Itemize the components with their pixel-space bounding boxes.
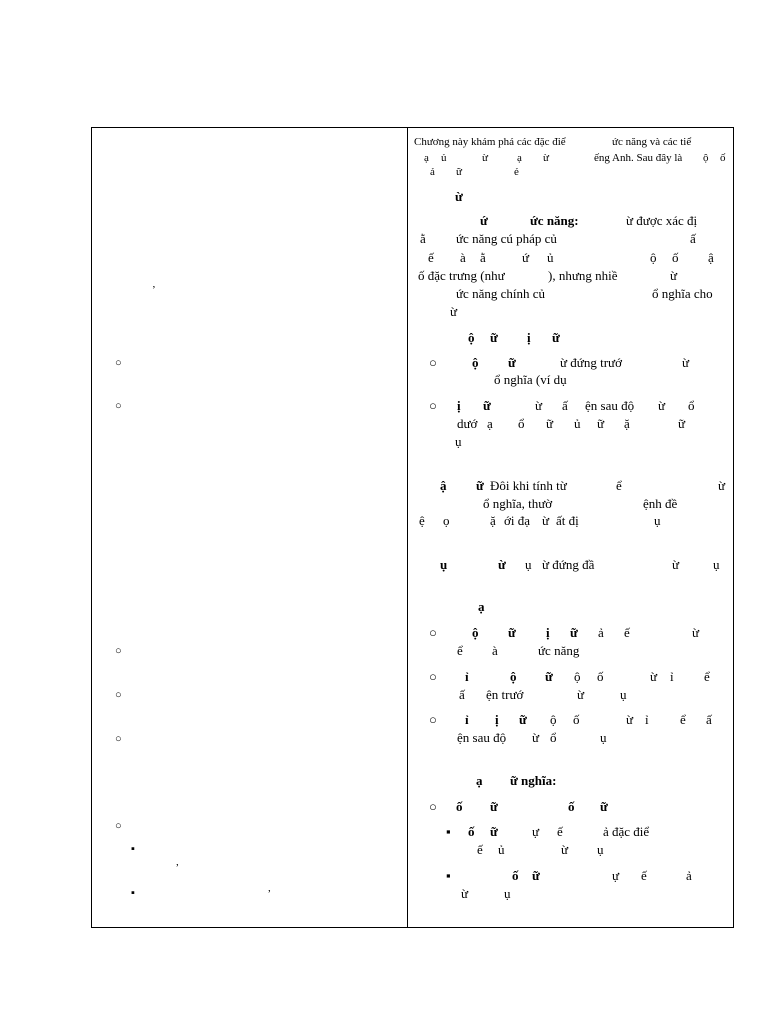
text-segment: ế [624,625,630,640]
text-segment: ặ [490,513,496,528]
text-segment: ữ [483,398,491,413]
text-segment: ức năng cú pháp củ [456,231,557,246]
text-segment: ạ [517,152,522,164]
text-segment: ộ [550,712,557,727]
text-segment: ủ [547,250,554,265]
list-bullet: ○ [115,820,122,832]
text-segment: ụ [620,687,627,702]
text-segment: ạ [476,773,483,788]
text-segment: ừ [535,398,543,413]
text-segment: ừ [461,886,469,901]
text-segment: ỉ [465,669,469,684]
text-segment: ụ [713,557,720,572]
text-segment: ự [612,868,620,883]
text-segment: ữ nghĩa: [510,773,557,788]
text-segment: Chương này khám phá các đặc điể [414,136,566,148]
text-segment: ừ [626,712,634,727]
text-segment: ố [720,152,726,164]
text-segment: ộ [468,330,475,345]
list-bullet: ○ [429,398,437,413]
text-segment: ức năng và các tiể [612,136,692,148]
text-segment: ổ nghĩa (ví dụ [494,372,567,387]
text-segment: ậ [708,250,714,265]
text-segment: ụ [525,557,532,572]
list-bullet: ○ [115,357,122,369]
text-segment: ụ [504,886,511,901]
text-segment: ộ [472,625,479,640]
text-segment: ế [641,868,647,883]
list-bullet: ▪ [131,887,135,899]
text-segment: ừ [658,398,666,413]
text-segment: ừ [482,152,488,164]
text-segment: ừ [498,557,506,572]
text-segment: ữ [552,330,560,345]
list-bullet: ○ [115,689,122,701]
text-segment: ủ [574,416,581,431]
list-bullet: ▪ [446,868,451,883]
text-segment: ữ [519,712,527,727]
list-bullet: ▪ [446,824,451,839]
text-segment: ừ [577,687,585,702]
text-segment: ị [495,712,499,727]
text-segment: ổ [550,730,557,745]
text-segment: ả [430,166,435,178]
text-segment: ổ nghĩa cho [652,286,713,301]
text-segment: ể [457,643,463,658]
text-segment: ệ [419,513,425,528]
text-segment: ọ [443,513,450,528]
text-segment: ừ [542,513,550,528]
text-segment: ữ [570,625,578,640]
text-segment: ổ [518,416,525,431]
text-segment: ữ [490,330,498,345]
text-segment: ự [532,824,540,839]
text-segment: ằ [480,250,486,265]
text-segment: dướ [457,416,478,431]
text-segment: à [492,643,498,658]
text-segment: ữ [490,799,498,814]
text-segment: ện sau độ [585,398,635,413]
list-bullet: ○ [429,669,437,684]
list-bullet: ○ [429,712,437,727]
text-segment: ẻ [514,166,519,178]
text-segment: ỉ [645,712,649,727]
text-segment: ằ [420,231,426,246]
text-segment: ừ [561,842,569,857]
text-segment: ứ [480,213,488,228]
text-segment: ố [573,712,580,727]
text-segment: ức năng [538,643,580,658]
text-segment: ậ [440,478,447,493]
text-segment: ạ [424,152,429,164]
text-segment: ụ [600,730,607,745]
text-segment: ổ [688,398,695,413]
text-segment: ạ [478,599,485,614]
text-segment: ừ đứng đầ [542,557,595,572]
text-segment: ủ [441,152,447,164]
text-segment: ừ đứng trướ [560,355,622,370]
text-segment: ệnh đề [643,496,678,511]
list-bullet: ○ [115,645,122,657]
text-segment: ất đị [556,513,579,528]
text-segment: ừ [682,355,690,370]
text-segment: ể [680,712,686,727]
text-segment: ộ [472,355,479,370]
text-segment: ừ [718,478,726,493]
list-bullet: ○ [115,733,122,745]
text-segment: ữ [600,799,608,814]
list-bullet: ○ [429,625,437,640]
text-segment: ữ [532,868,540,883]
text-segment: à [460,250,466,265]
text-segment: ức năng chính củ [456,286,545,301]
text-segment: ế [428,250,434,265]
text-segment: ừ [672,557,680,572]
text-segment: ủ [498,842,505,857]
text-segment: ữ [508,355,516,370]
text-segment: ụ [455,434,462,449]
text-segment: ức năng: [530,213,579,228]
text-segment: ả [598,625,604,640]
text-segment: ố [597,669,604,684]
text-segment: ộ [650,250,657,265]
text-segment: ộ [574,669,581,684]
list-bullet: ▪ [131,843,135,855]
punctuation-mark: ’ [152,284,156,296]
text-segment: ặ [624,416,630,431]
text-segment: ụ [654,513,661,528]
text-segment: ), nhưng nhiề [548,268,618,283]
text-segment: ới đạ [504,513,531,528]
text-segment: ừ được xác đị [626,213,698,228]
text-segment: ấ [459,687,465,702]
text-segment: ữ [508,625,516,640]
text-segment: ổ nghĩa, thườ [483,496,553,511]
list-bullet: ○ [429,355,437,370]
text-segment: ấ [562,398,568,413]
text-segment: ố [468,824,475,839]
text-segment: ứ [522,250,530,265]
text-segment: ừ [455,189,463,204]
text-segment: ấ [690,231,696,246]
text-segment: ừ [450,304,458,319]
text-segment: ừ [650,669,658,684]
punctuation-mark: , [176,856,179,868]
text-segment: ỉ [465,712,469,727]
text-segment: ữ [546,416,554,431]
text-segment: ụ [597,842,604,857]
list-bullet: ○ [429,799,437,814]
text-segment: ữ [490,824,498,839]
text-segment: ếng Anh. Sau đây là [594,152,683,164]
text-segment: ữ [678,416,686,431]
text-segment: ụ [440,557,448,572]
text-segment: ộ [703,152,709,164]
text-segment: ế [477,842,483,857]
text-segment: ố [512,868,519,883]
text-segment: ừ [543,152,549,164]
text-segment: ả [686,868,692,883]
text-segment: ấ [706,712,712,727]
text-segment: ện trướ [486,687,524,702]
text-segment: ể [704,669,710,684]
text-segment: ả đặc điể [603,824,650,839]
text-segment: ị [527,330,531,345]
punctuation-mark: , [268,882,271,894]
text-segment: ế [557,824,563,839]
text-segment: ị [546,625,550,640]
list-bullet: ○ [115,400,122,412]
text-segment: ừ [670,268,678,283]
text-segment: ữ [545,669,553,684]
text-segment: ạ [487,416,493,431]
text-segment: Đôi khi tính từ [490,478,567,493]
text-segment: ố [568,799,575,814]
text-segment: ừ [532,730,540,745]
text-segment: ừ [692,625,700,640]
text-segment: ố [672,250,679,265]
text-segment: ố [456,799,463,814]
text-segment: ện sau độ [457,730,507,745]
text-segment: ỉ [670,669,674,684]
text-segment: ể [616,478,622,493]
text-segment: ữ [597,416,605,431]
text-segment: ộ [510,669,517,684]
text-segment: ữ [456,166,462,178]
text-segment: ố đặc trưng (như [418,268,505,283]
text-segment: ữ [476,478,484,493]
text-segment: ị [457,398,461,413]
